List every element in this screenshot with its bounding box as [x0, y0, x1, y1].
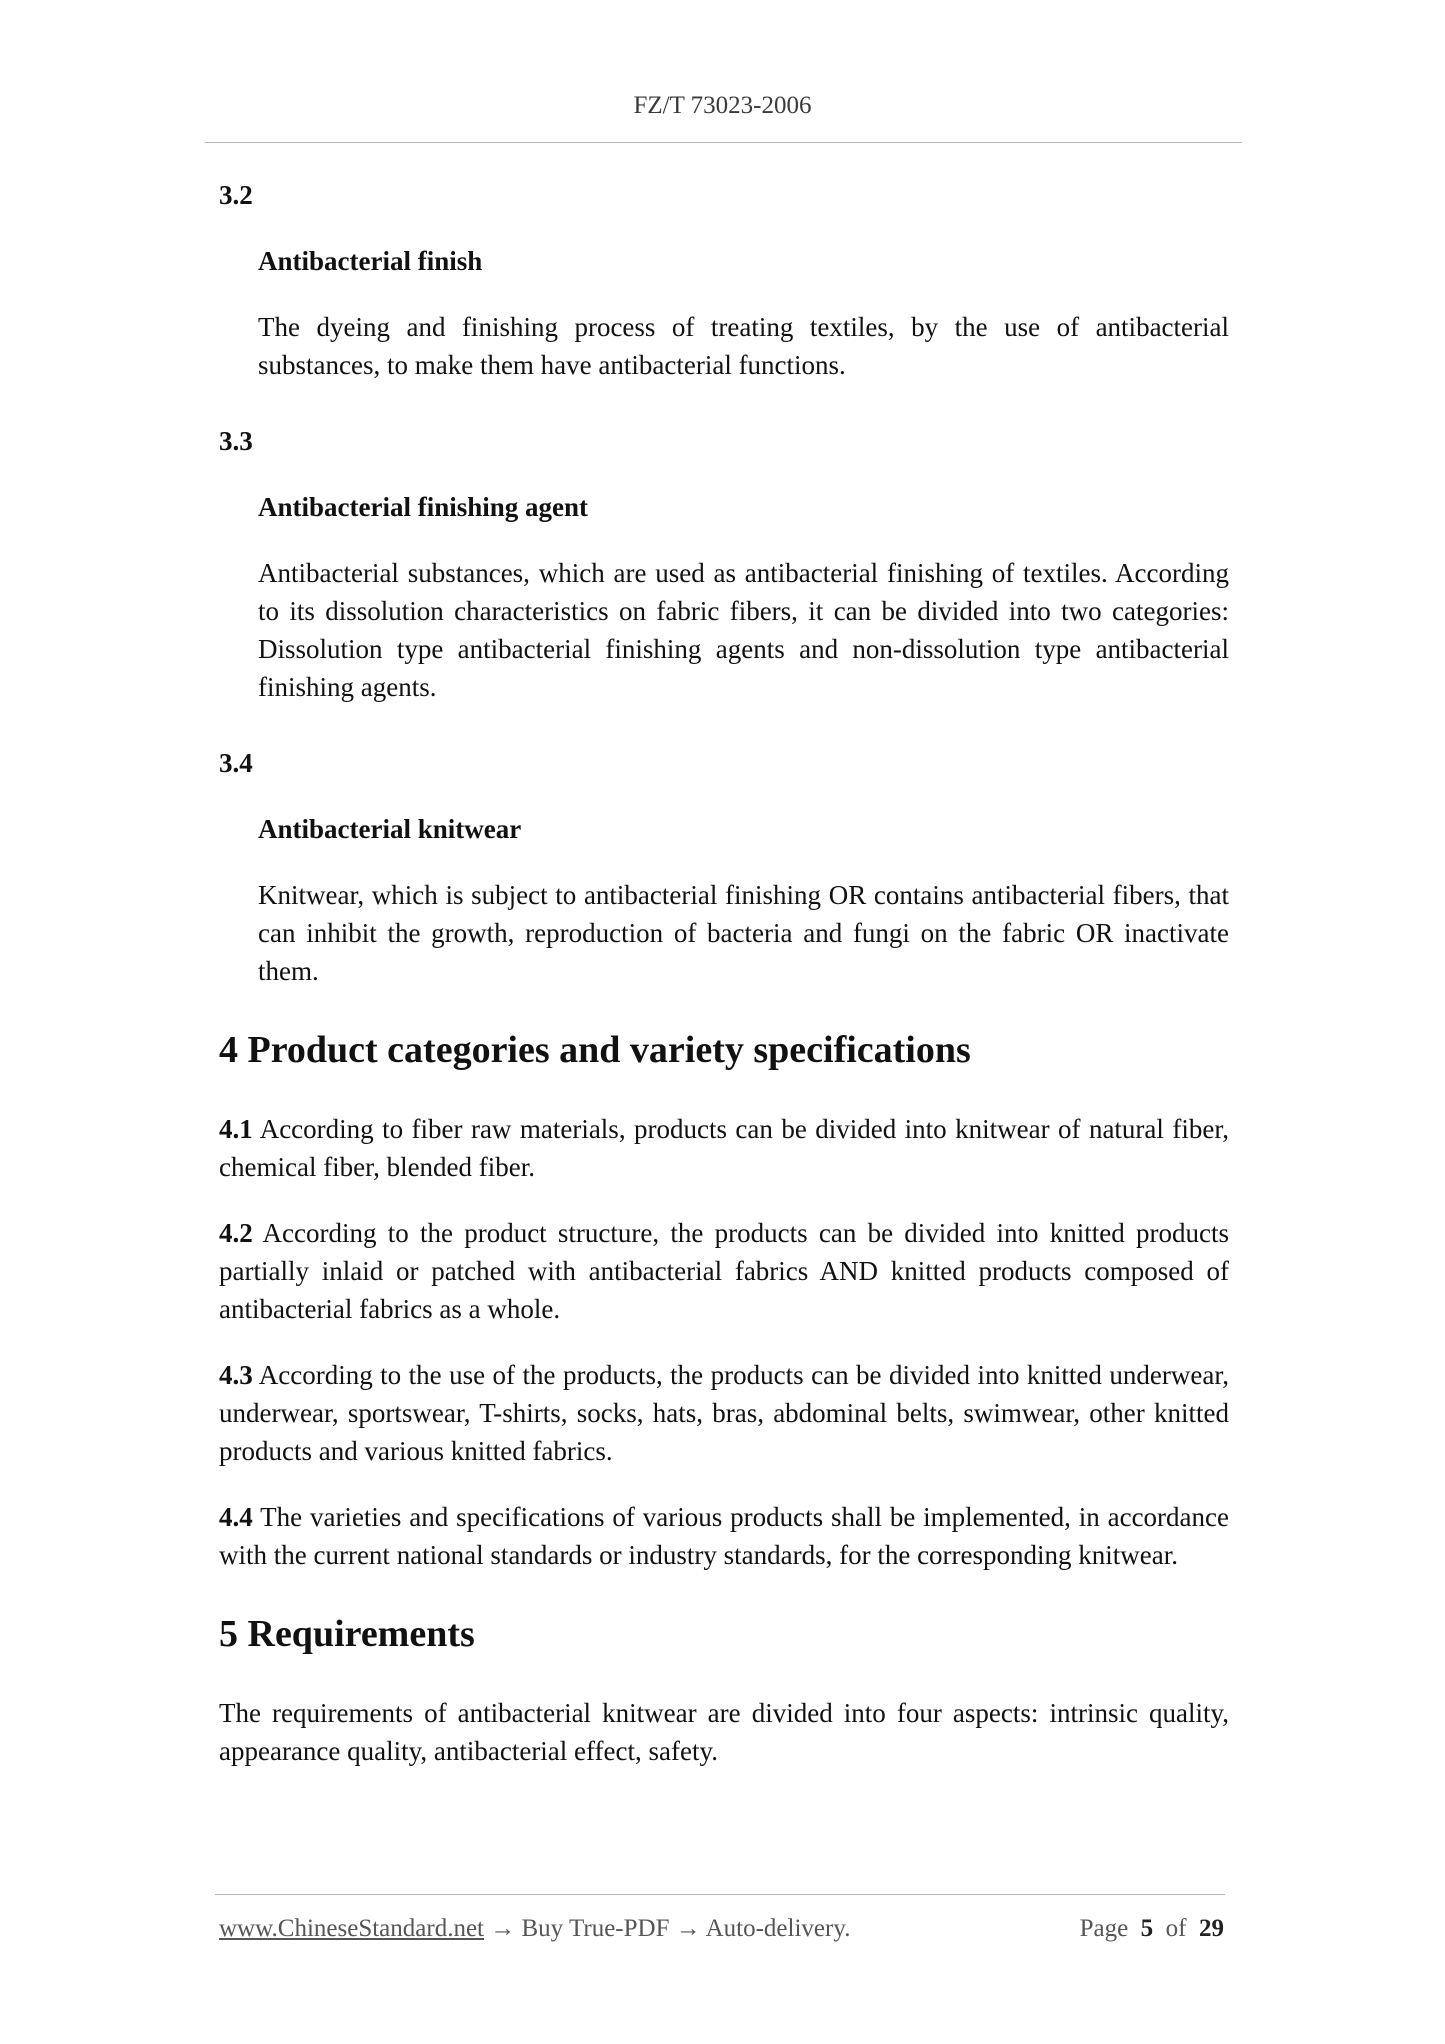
paragraph-4-1: [219, 1110, 1229, 1186]
paragraph-4-3: [219, 1356, 1229, 1470]
paragraph-number: 4.1: [219, 1114, 253, 1144]
paragraph-text: According to fiber raw materials, products can be divided into knitwear of natural fiber, chemical fiber, blended fiber.: [219, 1114, 1229, 1182]
paragraph-text: According to the product structure, the products can be divided into knitted products partially inlaid or patched with antibacterial fabrics AND knitted products composed of antibacterial fabrics as a whole.: [219, 1218, 1230, 1324]
buy-pdf-text: Buy True-PDF: [521, 1915, 670, 1942]
section-4-heading: 4 Product categories and variety specifications: [219, 1029, 971, 1071]
page-label: Page: [1079, 1915, 1129, 1942]
arrow-right-icon: →: [675, 1915, 701, 1942]
paragraph-number: 4.3: [219, 1360, 253, 1390]
footer-divider: [215, 1894, 1225, 1895]
clause-term: Antibacterial finishing agent: [258, 492, 589, 522]
clause-definition: The dyeing and finishing process of treating textiles, by the use of antibacterial substances, to make them have antibacterial functions.: [258, 312, 1229, 380]
document-code-header: FZ/T 73023-2006: [633, 92, 812, 119]
auto-delivery-text: Auto-delivery.: [705, 1915, 851, 1942]
page-content: [219, 176, 1229, 1798]
paragraph-4-4: [219, 1498, 1229, 1574]
clause-number: 3.4: [219, 748, 253, 778]
clause-definition: Knitwear, which is subject to antibacterial finishing OR contains antibacterial fibers, that can inhibit the growth, reproduction of bacteria and fungi on the fabric OR inactivate them.: [258, 880, 1229, 986]
paragraph-5-intro: The requirements of antibacterial knitwear are divided into four aspects: intrinsic quality, appearance quality, antibacterial effect, safety.: [219, 1698, 1229, 1766]
paragraph-text: The varieties and specifications of various products shall be implemented, in accordance with the current national standards or industry standards, for the corresponding knitwear.: [219, 1502, 1229, 1570]
paragraph-number: 4.2: [219, 1218, 253, 1248]
header-divider: [205, 142, 1242, 143]
page-number: [1080, 1915, 1224, 1943]
clause-number: 3.3: [219, 426, 253, 456]
footer-promo: [219, 1915, 850, 1943]
clause-3-4: [219, 744, 1229, 990]
paragraph-number: 4.4: [219, 1502, 253, 1532]
arrow-right-icon: →: [490, 1915, 516, 1942]
clause-number: 3.2: [219, 180, 253, 210]
site-link[interactable]: www.ChineseStandard.net: [219, 1915, 484, 1942]
clause-term: Antibacterial knitwear: [258, 814, 522, 844]
section-5-heading: 5 Requirements: [219, 1613, 475, 1655]
paragraph-4-2: [219, 1214, 1229, 1328]
paragraph-text: According to the use of the products, the products can be divided into knitted underwear, underwear, sportswear, T-shirts, socks, hats, bras, abdominal belts, swimwear, other knitted products and various knitted fabrics.: [219, 1360, 1229, 1466]
page-of-label: of: [1165, 1915, 1187, 1942]
clause-3-2: [219, 176, 1229, 384]
current-page: 5: [1140, 1915, 1154, 1942]
clause-definition: Antibacterial substances, which are used as antibacterial finishing of textiles. According to its dissolution characteristics on fabric fibers, it can be divided into two categories: Dissolution type antibacterial finishing agents and non-dissolution type antibacterial finishing agents.: [258, 558, 1229, 702]
clause-3-3: [219, 422, 1229, 706]
clause-term: Antibacterial finish: [258, 246, 483, 276]
total-pages: 29: [1199, 1915, 1224, 1942]
